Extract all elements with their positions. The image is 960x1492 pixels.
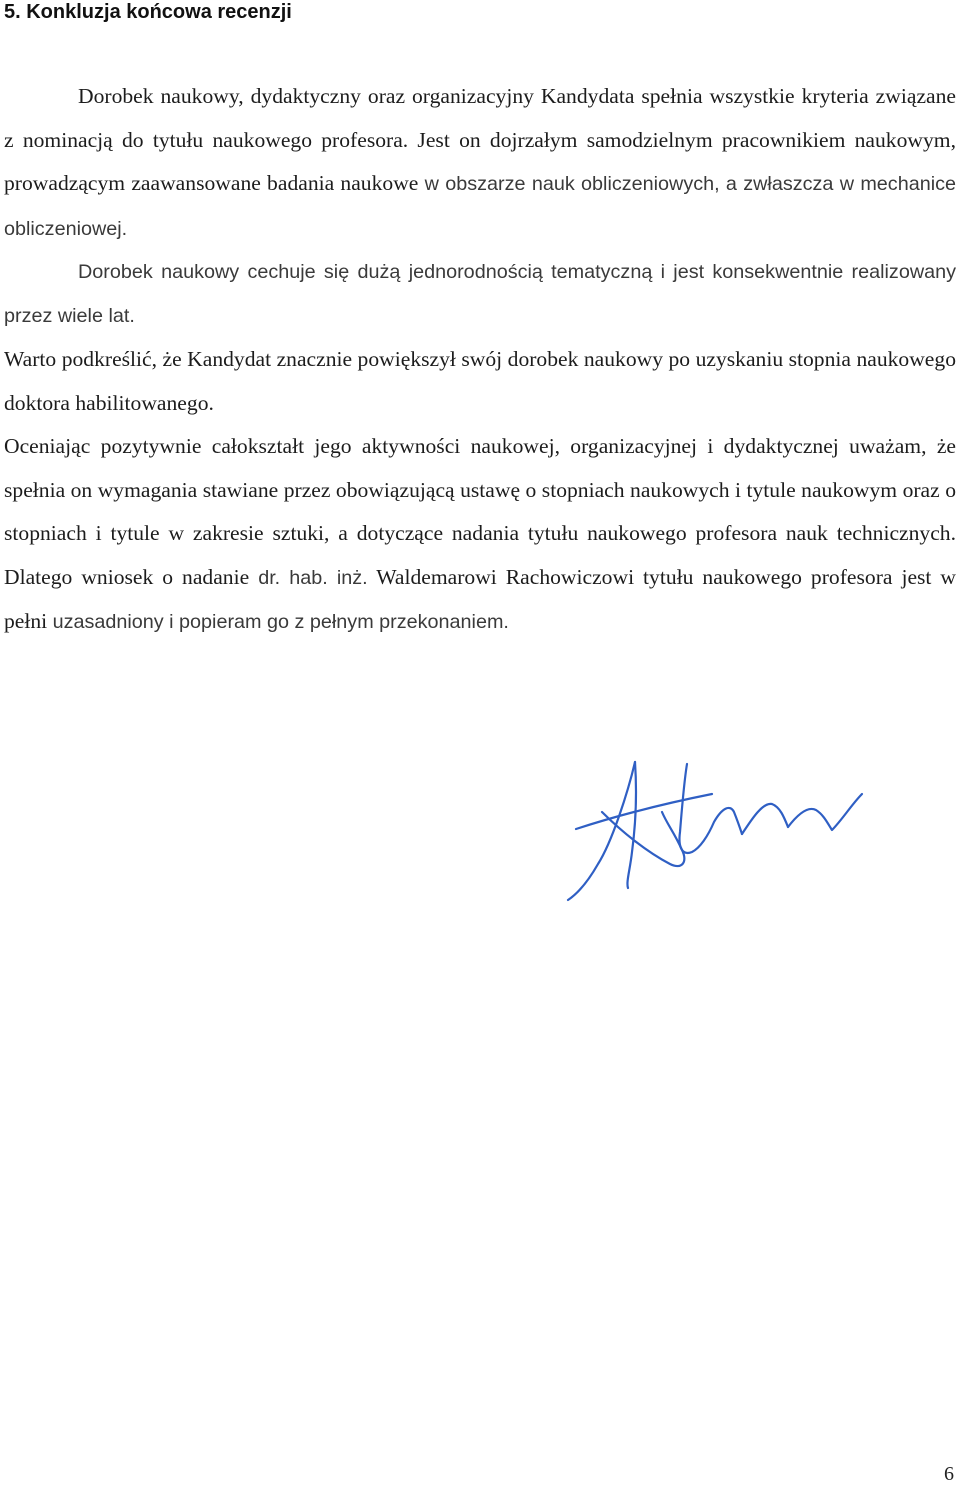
page-number: 6 [944,1463,954,1485]
paragraph-recommendation-text: Oceniając pozytywnie całokształt jego aktywności naukowej, organizacyjnej i dydaktycznej uważam, że spełnia on wymagania stawiane przez obowiązującą ustawę o stopniach naukowych i tytule naukowym oraz o stopniach i tytule w zakresie sztuki, a dotyczące nadania tytułu naukowego profesora nauk technicznych. Dlatego wniosek o nadanie [4,434,956,589]
signature-stroke [576,794,712,829]
candidate-name-text: Waldemarowi Rachowiczowi tytułu naukowego profesora jest w pełni [4,564,956,633]
paragraph-achievements-sans-text: w obszarze nauk obliczeniowych, a zwłaszcza w mechanice obliczeniowej. [4,173,956,240]
signature-stroke [788,794,862,830]
paragraph-recommendation [4,425,956,645]
signature-stroke [680,764,743,853]
paragraph-homogeneity: Dorobek naukowy cechuje się dużą jednorodnością tematyczną i jest konsekwentnie realizowany przez wiele lat. [4,261,956,327]
signature-stroke [742,804,788,834]
signature-stroke [568,762,635,900]
candidate-degree: dr. hab. inż. [258,566,368,589]
paragraph-habilitation: Warto podkreślić, że Kandydat znacznie powiększył swój dorobek naukowy po uzyskaniu stopnia naukowego doktora habilitowanego. [4,347,956,415]
review-conclusion-body [4,75,956,645]
paragraph-achievements-text: Dorobek naukowy, dydaktyczny oraz organizacyjny Kandydata spełnia wszystkie kryteria związane z nominacją do tytułu naukowego profesora. Jest on dojrzałym samodzielnym pracownikiem naukowym, prowadzącym zaawansowane badania naukowe [4,84,956,195]
signature-stroke [602,812,684,866]
section-heading: 5. Konkluzja końcowa recenzji [4,1,292,23]
handwritten-signature [562,752,892,912]
paragraph-recommendation-end: uzasadniony i popieram go z pełnym przekonaniem. [52,611,509,633]
paragraph-achievements [4,75,956,251]
signature-stroke [627,762,636,888]
